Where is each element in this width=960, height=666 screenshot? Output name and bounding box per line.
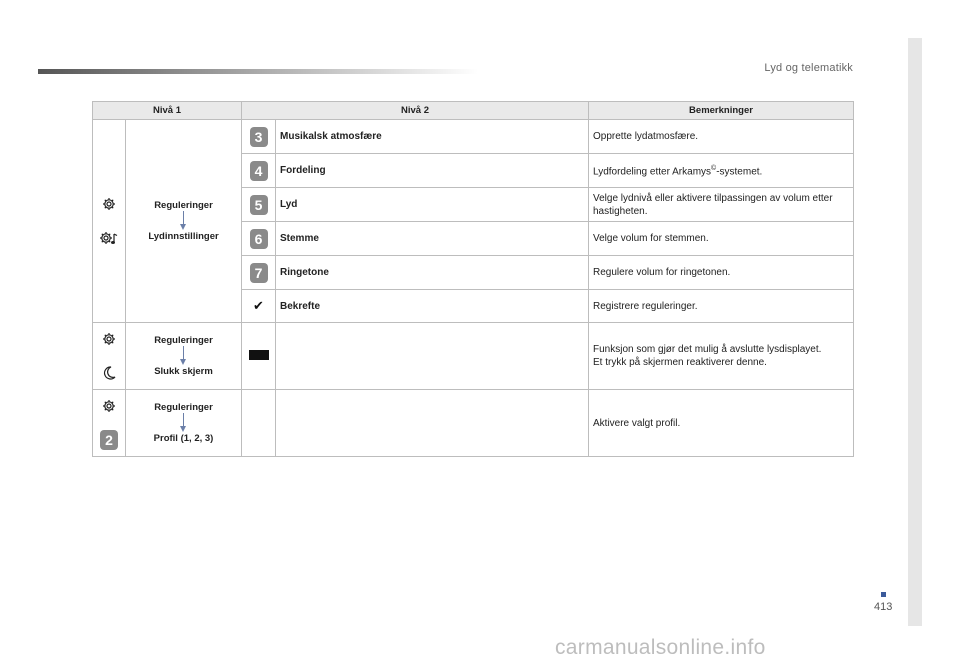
row-label: Lyd (280, 199, 298, 210)
desc-text: Lydfordeling etter Arkamys (593, 166, 712, 178)
screen-off-icon (249, 350, 269, 360)
table-row (93, 390, 854, 457)
icon-cell (93, 390, 126, 457)
moon-icon (98, 363, 120, 383)
level1-bottom-label: Lydinnstillinger (148, 231, 219, 242)
badge-7: 7 (250, 263, 268, 283)
level1-bottom-label: Profil (1, 2, 3) (153, 433, 214, 444)
badge-2: 2 (100, 430, 118, 450)
desc-line: Et trykk på skjermen reaktiverer denne. (593, 357, 767, 368)
gear-icon (98, 329, 120, 349)
row-label: Stemme (280, 233, 319, 244)
gear-music-icon (98, 228, 120, 248)
badge-4: 4 (250, 161, 268, 181)
row-desc: Aktivere valgt profil. (593, 417, 681, 429)
row-label: Fordeling (280, 165, 326, 176)
desc-line: Funksjon som gjør det mulig å avslutte lysdisplayet. (593, 344, 822, 355)
row-label-empty (276, 323, 589, 390)
row-label-empty (276, 390, 589, 457)
down-arrow-icon (179, 346, 188, 366)
badge-6: 6 (250, 229, 268, 249)
row-label: Ringetone (280, 267, 329, 278)
level1-cell (126, 390, 242, 457)
row-desc: Registrere reguleringer. (593, 300, 698, 312)
row-desc: Velge lydnivå eller aktivere tilpassingen av volum etter hastigheten. (593, 192, 833, 217)
column-header-level2: Nivå 2 (242, 102, 589, 120)
desc-text: -systemet. (716, 166, 763, 178)
icon-cell (93, 323, 126, 390)
table-row (93, 120, 854, 154)
page-marker (881, 592, 886, 597)
page-number: 413 (874, 601, 893, 613)
row-label: Musikalsk atmosfære (280, 131, 382, 142)
level1-cell (126, 323, 242, 390)
section-title: Lyd og telematikk (764, 62, 853, 74)
level1-top-label: Reguleringer (154, 335, 213, 346)
column-header-remarks: Bemerkninger (589, 102, 854, 120)
gear-icon (98, 194, 120, 214)
badge-3: 3 (250, 127, 268, 147)
table-header-row (93, 102, 854, 120)
down-arrow-icon (179, 413, 188, 433)
row-desc: Opprette lydatmosfære. (593, 131, 699, 142)
header-rule (38, 69, 478, 74)
row-desc (589, 159, 853, 181)
badge-5: 5 (250, 195, 268, 215)
icon-cell (93, 120, 126, 323)
empty-cell (242, 390, 276, 457)
row-label: Bekrefte (280, 300, 321, 312)
table-row (93, 323, 854, 390)
column-header-level1: Nivå 1 (93, 102, 242, 120)
gear-icon (98, 396, 120, 416)
level1-bottom-label: Slukk skjerm (154, 366, 213, 377)
row-desc: Velge volum for stemmen. (593, 233, 709, 244)
settings-table (92, 101, 854, 457)
row-desc (589, 340, 853, 372)
side-strip (908, 38, 922, 626)
level1-cell (126, 120, 242, 323)
level1-top-label: Reguleringer (154, 200, 213, 211)
down-arrow-icon (179, 211, 188, 231)
copyright-mark: © (711, 165, 717, 173)
watermark: carmanualsonline.info (555, 636, 766, 659)
checkmark-icon: ✔ (253, 298, 264, 313)
level1-top-label: Reguleringer (154, 402, 213, 413)
row-desc: Regulere volum for ringetonen. (593, 267, 731, 278)
